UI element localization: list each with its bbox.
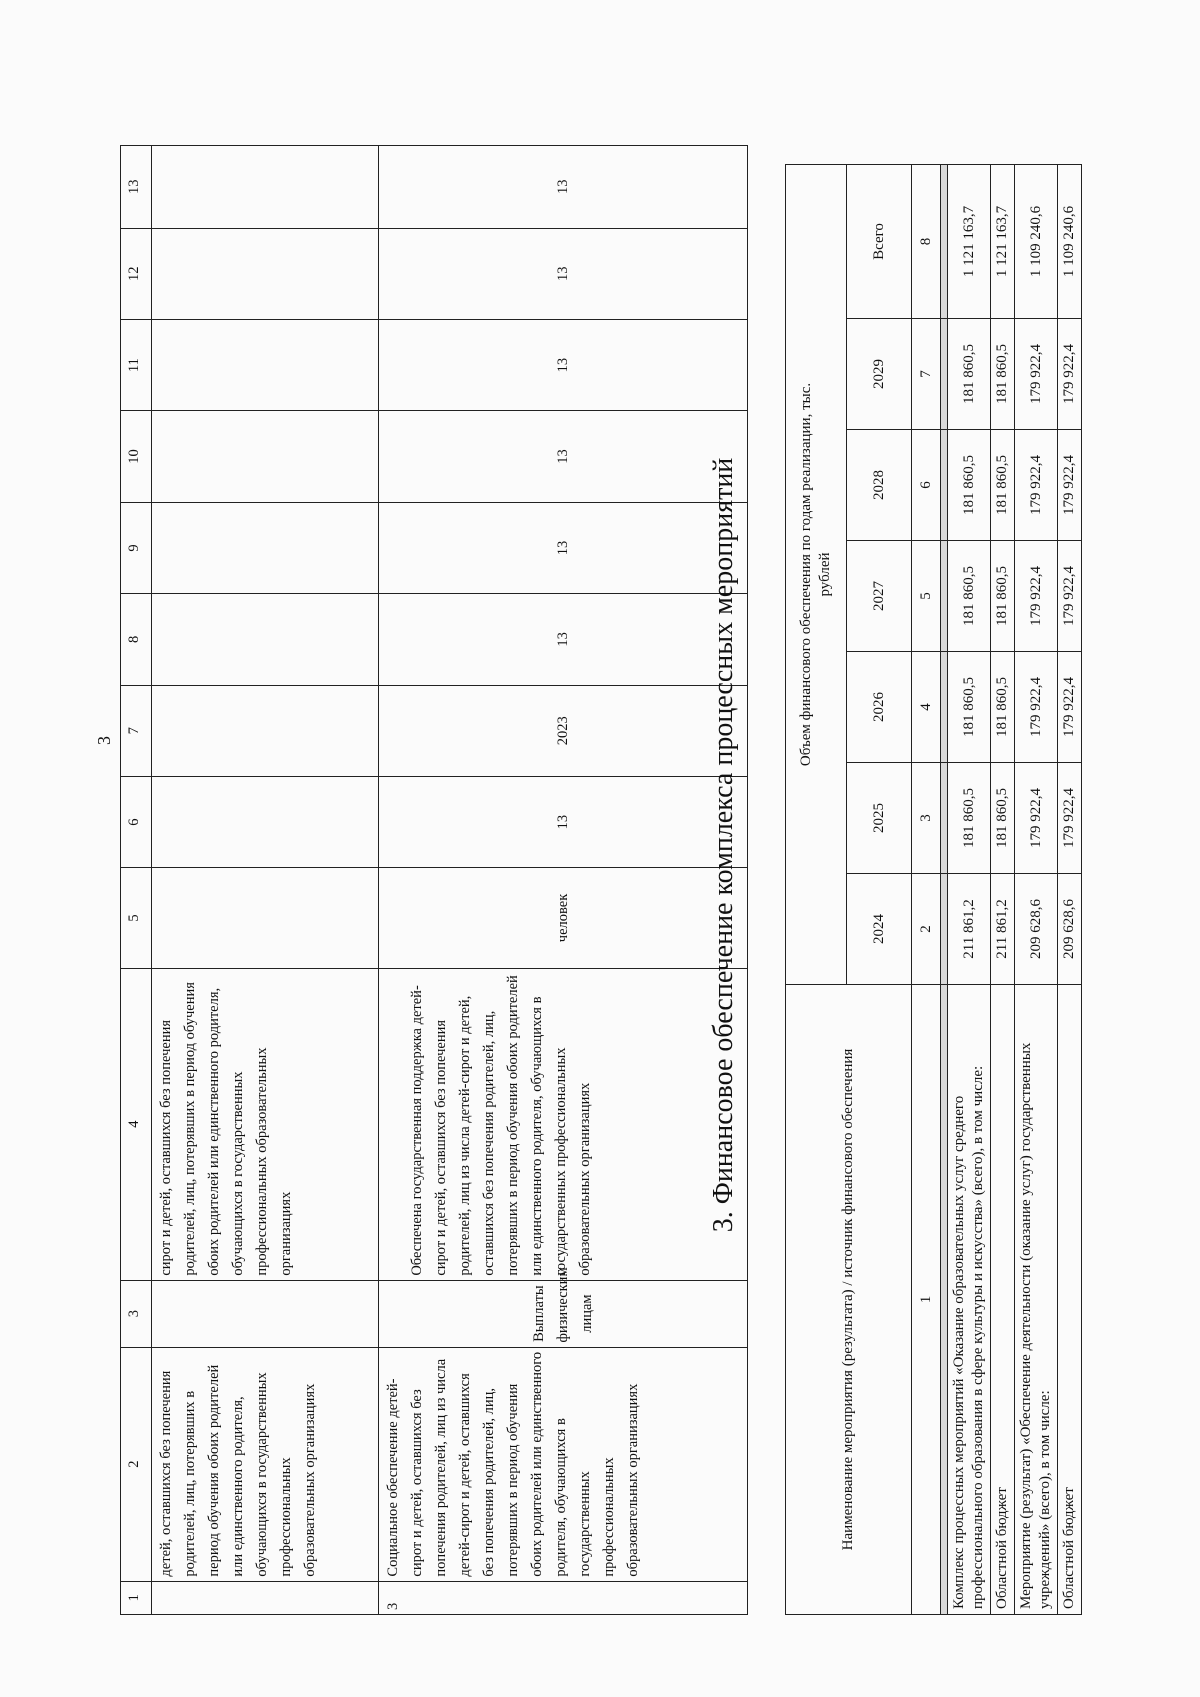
value-cell: 179 922,4 bbox=[1015, 652, 1058, 763]
cell-value bbox=[152, 411, 379, 502]
rotated-page bbox=[80, 125, 1100, 1625]
col-num: 1 bbox=[912, 985, 941, 1615]
cell-task-name: Социальное обеспечение детей-сирот и детей, оставшихся без попечения родителей, лиц из числа детей-сирот и детей, оставшихся без попечения родителей, лиц, потерявших в период обучения обоих родителей или единственного родителя, обучающихся в государственных профессиональных образовательных организациях bbox=[379, 1347, 748, 1581]
column-number-row bbox=[912, 165, 941, 1615]
value-cell: 181 860,5 bbox=[991, 652, 1015, 763]
column-number-row bbox=[121, 146, 152, 1615]
cell-value: 13 bbox=[379, 411, 748, 502]
page-number: 3 bbox=[94, 736, 114, 745]
financing-table bbox=[785, 164, 1082, 1615]
table-row bbox=[991, 165, 1015, 1615]
total-cell: 1 109 240,6 bbox=[1015, 165, 1058, 319]
col-num: 3 bbox=[121, 1280, 152, 1347]
row-name: Мероприятие (результат) «Обеспечение деятельности (оказание услуг) государственных учреждений» (всего), в том числе: bbox=[1015, 985, 1058, 1615]
cell-description: Обеспечена государственная поддержка детей-сирот и детей, оставшихся без попечения родителей, лиц из числа детей-сирот и детей, оставшихся без попечения родителей, лиц, потерявших в период обучения обоих родителей или единственного родителя, обучающихся в государственных профессиональных образовательных организациях bbox=[379, 968, 748, 1280]
value-cell: 179 922,4 bbox=[1058, 430, 1082, 541]
value-cell: 181 860,5 bbox=[991, 763, 1015, 874]
cell-value bbox=[152, 776, 379, 867]
name-header: Наименование мероприятия (результата) / источник финансового обеспечения bbox=[786, 985, 912, 1615]
col-num: 9 bbox=[121, 502, 152, 593]
cell-value bbox=[152, 685, 379, 776]
table-row bbox=[1058, 165, 1082, 1615]
col-num: 7 bbox=[912, 319, 941, 430]
cell-value bbox=[152, 502, 379, 593]
year-header: 2024 bbox=[847, 874, 912, 985]
results-table bbox=[120, 145, 748, 1615]
year-header: 2025 bbox=[847, 763, 912, 874]
value-cell: 179 922,4 bbox=[1058, 319, 1082, 430]
year-header: 2028 bbox=[847, 430, 912, 541]
col-num: 1 bbox=[121, 1581, 152, 1614]
value-cell: 179 922,4 bbox=[1015, 541, 1058, 652]
col-num: 12 bbox=[121, 228, 152, 319]
value-cell: 211 861,2 bbox=[948, 874, 991, 985]
value-cell: 179 922,4 bbox=[1015, 430, 1058, 541]
table-row bbox=[152, 146, 379, 1615]
table-row bbox=[1015, 165, 1058, 1615]
value-cell: 179 922,4 bbox=[1015, 319, 1058, 430]
value-cell: 181 860,5 bbox=[948, 763, 991, 874]
header-row bbox=[786, 165, 847, 1615]
row-name: Областной бюджет bbox=[1058, 985, 1082, 1615]
col-num: 10 bbox=[121, 411, 152, 502]
col-num: 11 bbox=[121, 319, 152, 410]
value-cell: 179 922,4 bbox=[1058, 541, 1082, 652]
cell-number: 3 bbox=[379, 1581, 748, 1614]
col-num: 4 bbox=[121, 968, 152, 1280]
cell-value: 13 bbox=[379, 776, 748, 867]
row-name: Комплекс процессных мероприятий «Оказание образовательных услуг среднего профессионального образования в сфере культуры и искусства» (всего), в том числе: bbox=[948, 985, 991, 1615]
value-cell: 179 922,4 bbox=[1015, 763, 1058, 874]
cell-value bbox=[152, 146, 379, 229]
row-name: Областной бюджет bbox=[991, 985, 1015, 1615]
value-cell: 181 860,5 bbox=[948, 541, 991, 652]
value-cell: 209 628,6 bbox=[1058, 874, 1082, 985]
col-num: 6 bbox=[912, 430, 941, 541]
cell-value: 13 bbox=[379, 319, 748, 410]
table-row bbox=[379, 146, 748, 1615]
year-header: 2026 bbox=[847, 652, 912, 763]
col-num: 8 bbox=[121, 594, 152, 685]
cell-value: 13 bbox=[379, 594, 748, 685]
cell-value bbox=[152, 594, 379, 685]
total-header: Всего bbox=[847, 165, 912, 319]
col-num: 7 bbox=[121, 685, 152, 776]
col-num: 5 bbox=[121, 868, 152, 968]
section-title: 3. Финансовое обеспечение комплекса процессных мероприятий bbox=[708, 457, 739, 1233]
col-num: 13 bbox=[121, 146, 152, 229]
value-cell: 181 860,5 bbox=[948, 319, 991, 430]
col-num: 4 bbox=[912, 652, 941, 763]
cell-description: сирот и детей, оставшихся без попечения родителей, лиц, потерявших в период обучения обоих родителей или единственного родителя, обучающихся в государственных профессиональных образовательных организациях bbox=[152, 968, 379, 1280]
value-cell: 179 922,4 bbox=[1058, 763, 1082, 874]
volume-header: Объем финансового обеспечения по годам реализации, тыс. рублей bbox=[786, 165, 847, 985]
value-cell: 181 860,5 bbox=[991, 319, 1015, 430]
table-row bbox=[948, 165, 991, 1615]
col-num: 2 bbox=[121, 1347, 152, 1581]
col-num: 8 bbox=[912, 165, 941, 319]
cell-type: Выплаты физическим лицам bbox=[379, 1280, 748, 1347]
cell-task-name: детей, оставшихся без попечения родителей, лиц, потерявших в период обучения обоих родителей или единственного родителя, обучающихся в государственных профессиональных образовательных организациях bbox=[152, 1347, 379, 1581]
col-num: 2 bbox=[912, 874, 941, 985]
cell-type bbox=[152, 1280, 379, 1347]
value-cell: 181 860,5 bbox=[991, 541, 1015, 652]
cell-value: 13 bbox=[379, 502, 748, 593]
value-cell: 209 628,6 bbox=[1015, 874, 1058, 985]
cell-unit: человек bbox=[379, 868, 748, 968]
col-num: 5 bbox=[912, 541, 941, 652]
value-cell: 181 860,5 bbox=[991, 430, 1015, 541]
cell-value bbox=[152, 319, 379, 410]
separator-row bbox=[941, 165, 948, 1615]
col-num: 3 bbox=[912, 763, 941, 874]
cell-value: 13 bbox=[379, 228, 748, 319]
year-header: 2027 bbox=[847, 541, 912, 652]
col-num: 6 bbox=[121, 776, 152, 867]
cell-value bbox=[152, 228, 379, 319]
cell-value: 13 bbox=[379, 146, 748, 229]
total-cell: 1 121 163,7 bbox=[948, 165, 991, 319]
year-header: 2029 bbox=[847, 319, 912, 430]
total-cell: 1 109 240,6 bbox=[1058, 165, 1082, 319]
value-cell: 181 860,5 bbox=[948, 430, 991, 541]
cell-unit bbox=[152, 868, 379, 968]
value-cell: 211 861,2 bbox=[991, 874, 1015, 985]
cell-number bbox=[152, 1581, 379, 1614]
value-cell: 181 860,5 bbox=[948, 652, 991, 763]
total-cell: 1 121 163,7 bbox=[991, 165, 1015, 319]
value-cell: 179 922,4 bbox=[1058, 652, 1082, 763]
cell-value: 2023 bbox=[379, 685, 748, 776]
